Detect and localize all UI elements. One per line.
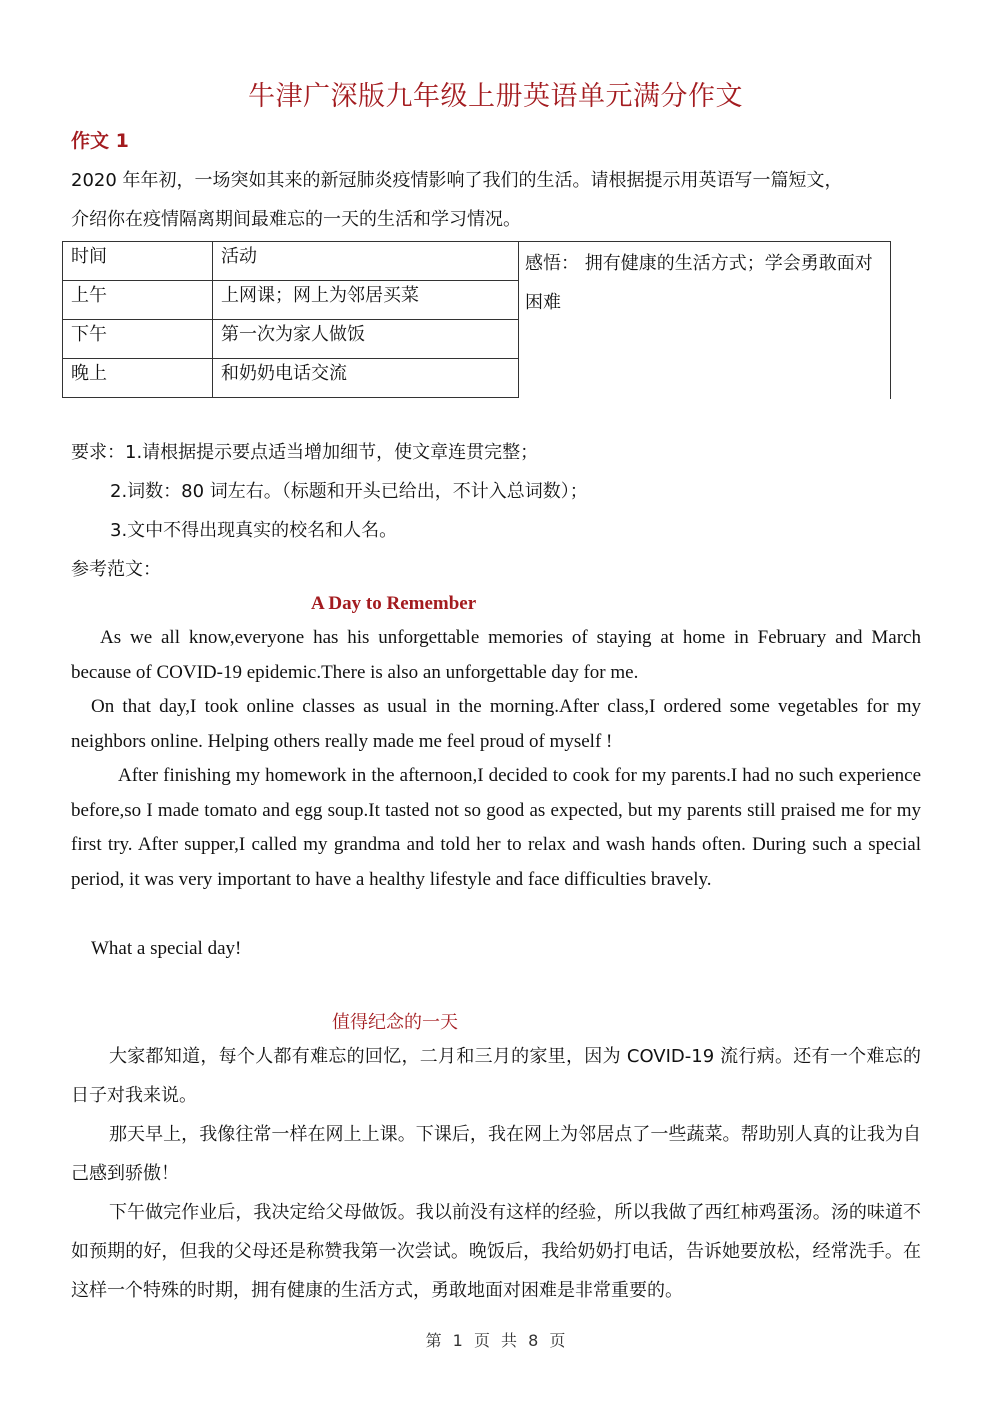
prompt-line-2: 介绍你在疫情隔离期间最难忘的一天的生活和学习情况。 <box>71 209 521 230</box>
prompt-table <box>62 241 519 398</box>
document-title: 牛津广深版九年级上册英语单元满分作文 <box>248 81 743 112</box>
english-paragraph-2: On that day,I took online classes as usual in the morning.After class,I ordered some vegetables for my neighbors online. Helping others really made me feel proud of myself ! <box>71 696 921 752</box>
table-row <box>63 359 519 398</box>
table-cell-activity: 和奶奶电话交流 <box>213 359 519 398</box>
table-cell-activity: 上网课；网上为邻居买菜 <box>213 281 519 320</box>
chinese-paragraph-3: 下午做完作业后，我决定给父母做饭。我以前没有这样的经验，所以我做了西红柿鸡蛋汤。汤的味道不如预期的好，但我的父母还是称赞我第一次尝试。晚饭后，我给奶奶打电话，告诉她要放松，经常洗手。在这样一个特殊的时期，拥有健康的生活方式，勇敢地面对困难是非常重要的。 <box>71 1202 921 1301</box>
english-paragraph-3: After finishing my homework in the afternoon,I decided to cook for my parents.I had no such experience before,so I made tomato and egg soup.It tasted not so good as expected, but my parents still praised me for my first try. After supper,I called my grandma and told her to relax and wash hands often. During such a special period, it was very important to have a healthy lifestyle and face difficulties bravely. <box>71 765 921 890</box>
table-header-time: 时间 <box>63 242 213 281</box>
requirement-3: 3.文中不得出现真实的校名和人名。 <box>110 520 398 541</box>
table-row <box>63 320 519 359</box>
essay-number-label: 作文 1 <box>71 130 129 152</box>
table-row <box>63 281 519 320</box>
requirement-2: 2.词数：80 词左右。（标题和开头已给出，不计入总词数）； <box>110 481 588 502</box>
chinese-paragraph-2: 那天早上，我像往常一样在网上上课。下课后，我在网上为邻居点了一些蔬菜。帮助别人真的让我为自己感到骄傲！ <box>71 1124 921 1184</box>
requirement-1: 要求：1.请根据提示要点适当增加细节，使文章连贯完整； <box>71 442 539 463</box>
table-header-row <box>63 242 519 281</box>
page-footer: 第 1 页 共 8 页 <box>425 1331 566 1350</box>
table-cell-time: 上午 <box>63 281 213 320</box>
english-paragraph-4: What a special day! <box>91 938 242 959</box>
chinese-paragraph-1: 大家都知道，每个人都有难忘的回忆，二月和三月的家里，因为 COVID-19 流行病。还有一个难忘的日子对我来说。 <box>71 1046 921 1106</box>
prompt-line-1: 2020 年年初，一场突如其来的新冠肺炎疫情影响了我们的生活。请根据提示用英语写一篇短文， <box>71 170 843 191</box>
chinese-essay-title: 值得纪念的一天 <box>332 1012 458 1033</box>
english-paragraph-1: As we all know,everyone has his unforgettable memories of staying at home in February and March because of COVID-19 epidemic.There is also an unforgettable day for me. <box>71 627 921 683</box>
table-cell-activity: 第一次为家人做饭 <box>213 320 519 359</box>
table-cell-time: 晚上 <box>63 359 213 398</box>
reference-label: 参考范文： <box>71 559 161 580</box>
english-essay-title: A Day to Remember <box>311 593 477 614</box>
table-header-activity: 活动 <box>213 242 519 281</box>
table-cell-time: 下午 <box>63 320 213 359</box>
insight-cell: 感悟： 拥有健康的生活方式；学会勇敢面对困难 <box>516 241 891 399</box>
